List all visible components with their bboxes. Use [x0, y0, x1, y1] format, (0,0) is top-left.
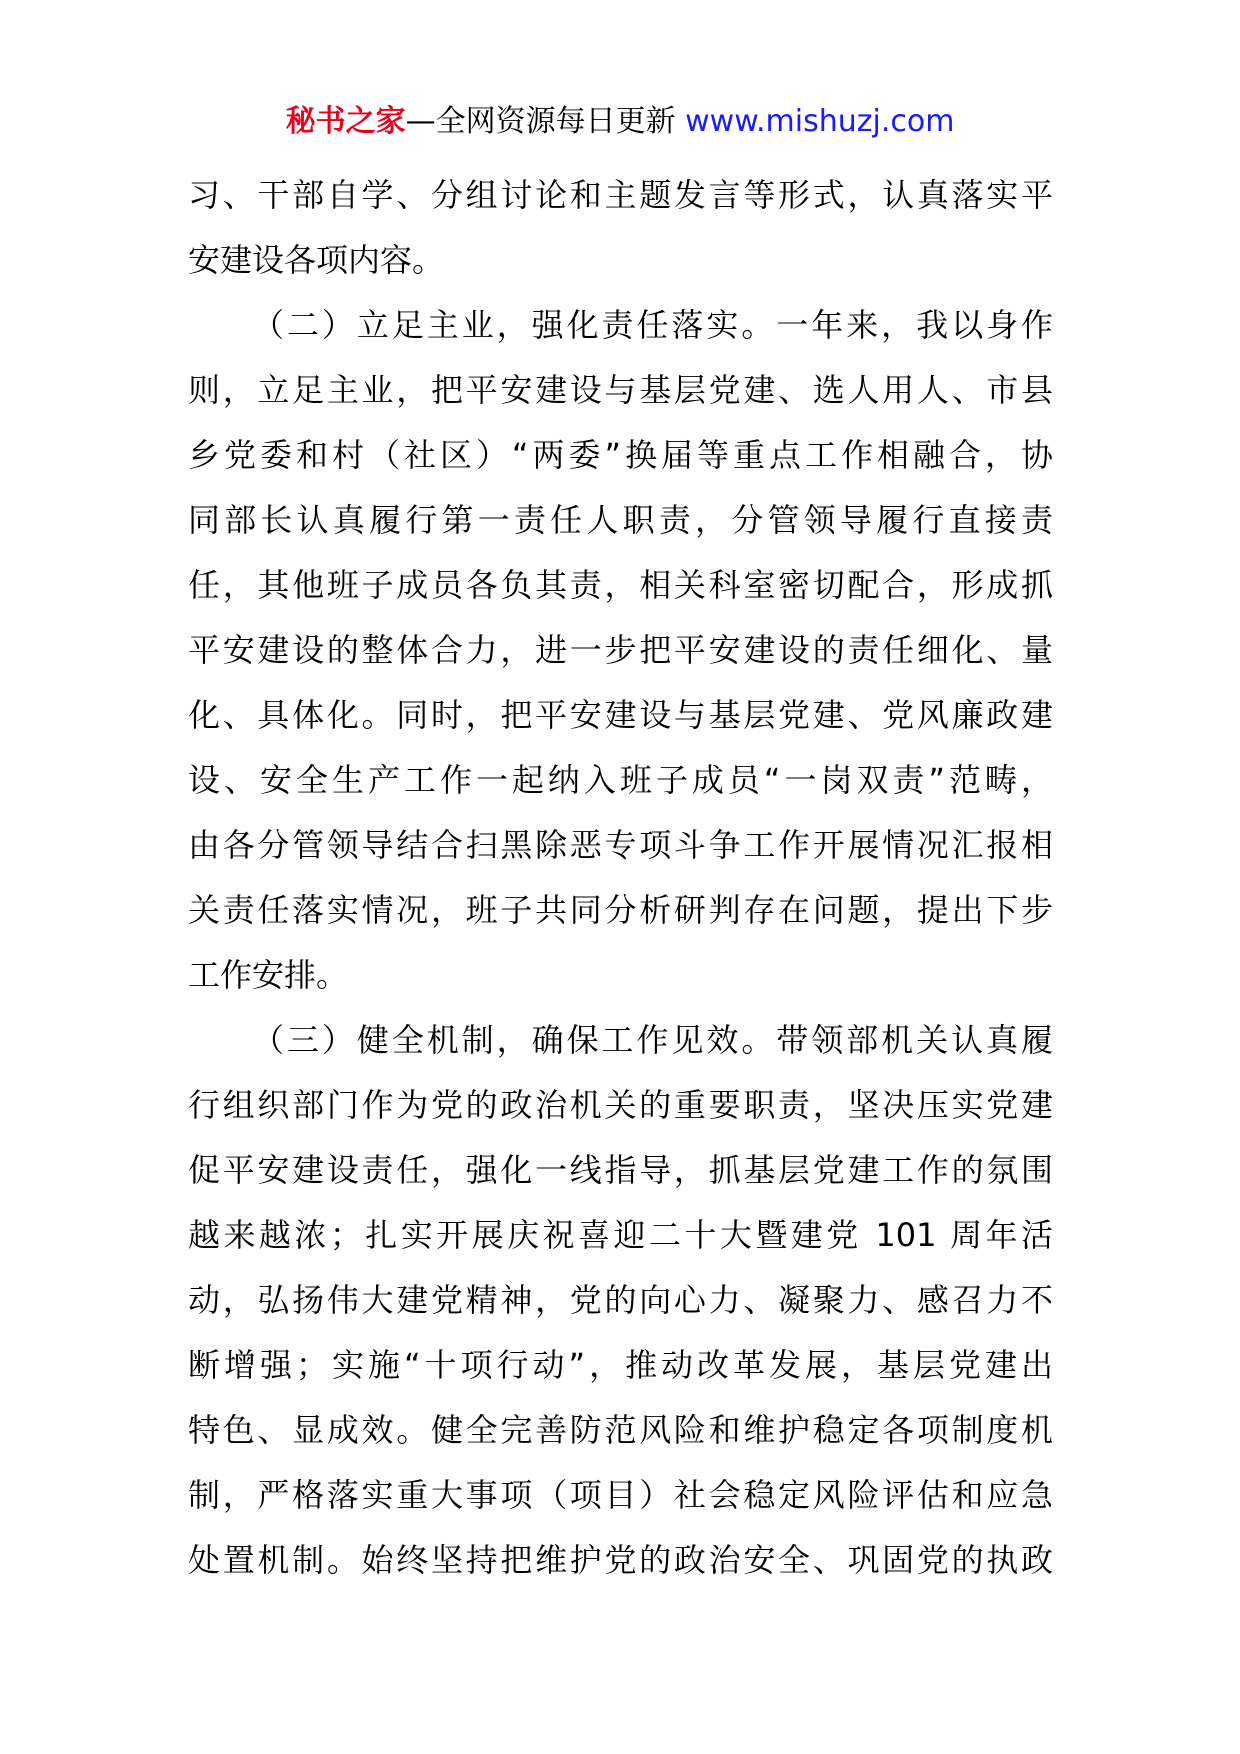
text-line: 则，立足主业，把平安建设与基层党建、选人用人、市县: [188, 371, 1053, 409]
text-line: 制，严格落实重大事项（项目）社会稳定风险评估和应急: [188, 1476, 1053, 1514]
text-line: 化、具体化。同时，把平安建设与基层党建、党风廉政建: [188, 696, 1053, 734]
text-line: 安建设各项内容。: [188, 241, 445, 279]
text-line: 设、安全生产工作一起纳入班子成员“一岗双责”范畴，: [188, 761, 1053, 799]
paragraph-heading-line: （三）健全机制，确保工作见效。带领部机关认真履: [252, 1021, 1053, 1059]
paragraph-heading-line: （二）立足主业，强化责任落实。一年来，我以身作: [252, 306, 1053, 344]
text-line: 断增强；实施“十项行动”，推动改革发展，基层党建出: [188, 1346, 1053, 1384]
text-line: 习、干部自学、分组讨论和主题发言等形式，认真落实平: [188, 176, 1053, 214]
text-line: 乡党委和村（社区）“两委”换届等重点工作相融合，协: [188, 436, 1053, 474]
text-line: 平安建设的整体合力，进一步把平安建设的责任细化、量: [188, 631, 1053, 669]
site-url-link[interactable]: www.mishuzj.com: [685, 104, 955, 139]
text-line: 越来越浓；扎实开展庆祝喜迎二十大暨建党 101 周年活: [188, 1216, 1053, 1254]
text-line: 关责任落实情况，班子共同分析研判存在问题，提出下步: [188, 891, 1053, 929]
text-line: 动，弘扬伟大建党精神，党的向心力、凝聚力、感召力不: [188, 1281, 1053, 1319]
text-line: 处置机制。始终坚持把维护党的政治安全、巩固党的执政: [188, 1541, 1053, 1579]
text-line: 特色、显成效。健全完善防范风险和维护稳定各项制度机: [188, 1411, 1053, 1449]
text-line: 工作安排。: [188, 956, 349, 994]
brand-name: 秘书之家: [285, 104, 406, 139]
text-line: 行组织部门作为党的政治机关的重要职责，坚决压实党建: [188, 1086, 1053, 1124]
text-line: 任，其他班子成员各负其责，相关科室密切配合，形成抓: [188, 566, 1053, 604]
text-line: 由各分管领导结合扫黑除恶专项斗争工作开展情况汇报相: [188, 826, 1053, 864]
header-tagline: —全网资源每日更新: [405, 104, 686, 139]
document-body: [188, 163, 1053, 1593]
text-line: 同部长认真履行第一责任人职责，分管领导履行直接责: [188, 501, 1053, 539]
text-line: 促平安建设责任，强化一线指导，抓基层党建工作的氛围: [188, 1151, 1053, 1189]
site-header: [0, 100, 1240, 144]
